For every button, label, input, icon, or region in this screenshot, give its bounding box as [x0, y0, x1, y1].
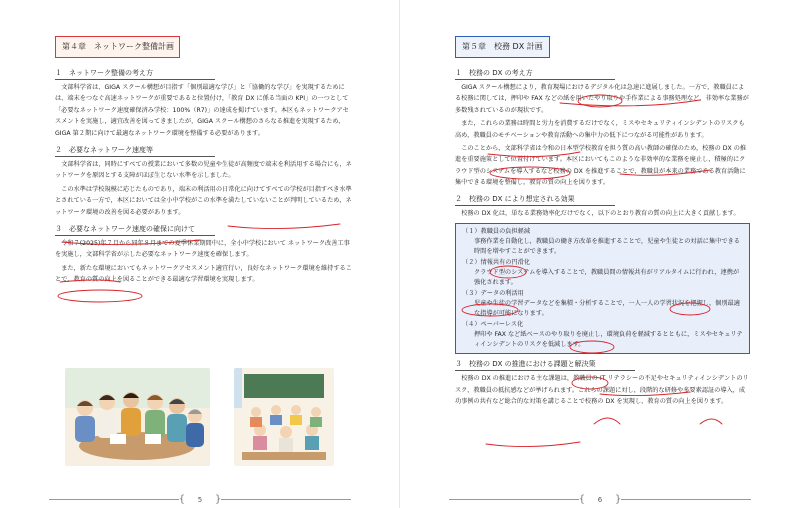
chapter-4-title: 第４章 ネットワーク整備計画 — [55, 36, 180, 58]
effect-item-body: 事務作業を自動化し，教職員の働き方改革を推進することで，児童や生徒との対話に集中できる時間を増やすことができます。 — [474, 238, 740, 256]
effect-item-title: （１）教職員の負担軽減 — [462, 228, 531, 236]
paragraph: 文部科学省は、GIGA スクール構想が目指す「個別最適な学び」と「協働的な学び」を実現するためには、端末をつなぐ高速ネットワークが重要であると位置付け，「教育 DX に係る当面の KPI」の一つとして「必要なネットワーク速度確保済み学校：100%（R7)」の達成を掲げています。本区もネットワークアセスメントを実施し，適宜改善を図ってきましたが，GIGA スクール構想のさらなる推進を実現するため，GIGA 第２期に向けて最適なネットワーク環境を整備する必要があります。 — [55, 84, 349, 137]
paragraph: また，これらの業務は時間と労力を消費するだけでなく，ミスやセキュリティインシデントのリスクも高め，教職員のモチベーションや教育活動への集中力の低下につながる可能性があります。 — [455, 120, 745, 139]
paragraph: 校務の DX 化は，単なる業務効率化だけでなく，以下のとおり教育の質の向上に大きく貢献します。 — [461, 209, 740, 217]
footer-rule — [221, 499, 351, 500]
bracket-icon: } — [215, 494, 222, 505]
section-title: ２ 必要なネットワーク速度等 — [55, 145, 215, 157]
bracket-icon: { — [578, 494, 585, 505]
left-content — [55, 64, 355, 286]
footer-rule — [449, 499, 579, 500]
effect-item-body: クラウド型のシステムを導入することで，教職員間の情報共有がリアルタイムに行われ，連携が強化されます。 — [474, 268, 740, 287]
effect-item-body: 押印や FAX など紙ベースのやり取りを廃止し，環境負荷を軽減するとともに，ミスやセキュリティインシデントのリスクを低減します。 — [474, 330, 743, 348]
paragraph: また，新たな環境においてもネットワークアセスメント適宜行い，良好なネットワーク環境を維持することで，教育の質の向上を図ることができる最適な学習環境を実現します。 — [55, 264, 352, 284]
section-title: １ 校務の DX の考え方 — [455, 68, 615, 80]
effects-callout-box — [455, 223, 750, 354]
bracket-icon: } — [615, 494, 622, 505]
paragraph: 令和７(2025)年７月から同年８月までの夏季休業期間中に，全小中学校において ネットワーク改善工事を実施し，文部科学省が示した必要なネットワーク速度を確保します。 — [55, 240, 350, 259]
effect-item-title: （２）情報共有の円滑化 — [462, 258, 531, 266]
section-title: １ ネットワーク整備の考え方 — [55, 68, 215, 80]
students-discussion-illustration — [65, 368, 210, 466]
right-content — [455, 64, 750, 408]
classroom-illustration — [234, 368, 334, 466]
right-page — [400, 0, 800, 508]
effect-item-body: 児童や生徒の学習データなどを集積・分析することで，一人一人の学習状況を把握し，個別最適な指導が可能になります。 — [474, 299, 740, 318]
paragraph: このことから，文部科学省は令和の日本型学校教育を担う質の高い教師の確保のため，校務の DX の推進を重要施策として位置付けています。本区においてもこのような非効率的な業務を廃止し，積極的にクラウド型のシステムを導入するなど校務の DX を推進することで，教職員が本来の業務である教育活動に集中できる環境を整備し，教育の質の向上を図ります。 — [455, 145, 747, 187]
section-title: ３ 校務の DX の推進における課題と解決策 — [455, 359, 635, 371]
page-number: 5 — [197, 495, 203, 504]
page-number-right — [400, 494, 800, 505]
effect-item-title: （３）データの利活用 — [462, 289, 524, 297]
page-number: 6 — [597, 495, 603, 504]
paragraph: 校務の DX の推進における主な課題は，教職員の IT リテラシーの不足やセキュリティインシデントのリスク，教職員の抵抗感などが挙げられます。これらの課題に対し，段階的な研修や多要素認証の導入，成功事例の共有など総合的な対策を講じることで校務の DX を実現し，教育の質の向上を図ります。 — [455, 375, 749, 406]
footer-rule — [49, 499, 179, 500]
paragraph: この水準は学校規模に応じたものであり，端末の利活用の日常化に向けてすべての学校が目指すべき水準とされている一方で，本区においては全小中学校がこの水準を満たしていないことが判明しているため，ネットワーク環境の改善を図る必要があります。 — [55, 185, 352, 216]
bracket-icon: { — [178, 494, 185, 505]
chapter-5-title: 第５章 校務 DX 計画 — [455, 36, 550, 58]
section-title: ２ 校務の DX により想定される効果 — [455, 194, 615, 206]
page-number-left — [0, 494, 400, 505]
paragraph: 文部科学省は，同時にすべての授業において多数の児童や生徒が高頻度で端末を利活用する場合にも，ネットワークを原因とする支障がほぼ生じない水準を示しました。 — [55, 161, 352, 180]
footer-rule — [621, 499, 751, 500]
section-title: ３ 必要なネットワーク速度の確保に向けて — [55, 224, 215, 236]
paragraph: GIGA スクール構想により，教育現場におけるデジタル化は急速に進展しました。一方で，教職員による校務に関しては，押印や FAX などの紙を用いたやり取りや手作業による事務処理など，非効率な業務が多数残されているのが現状です。 — [455, 84, 749, 114]
effect-item-title: （４）ペーパーレス化 — [462, 320, 524, 328]
